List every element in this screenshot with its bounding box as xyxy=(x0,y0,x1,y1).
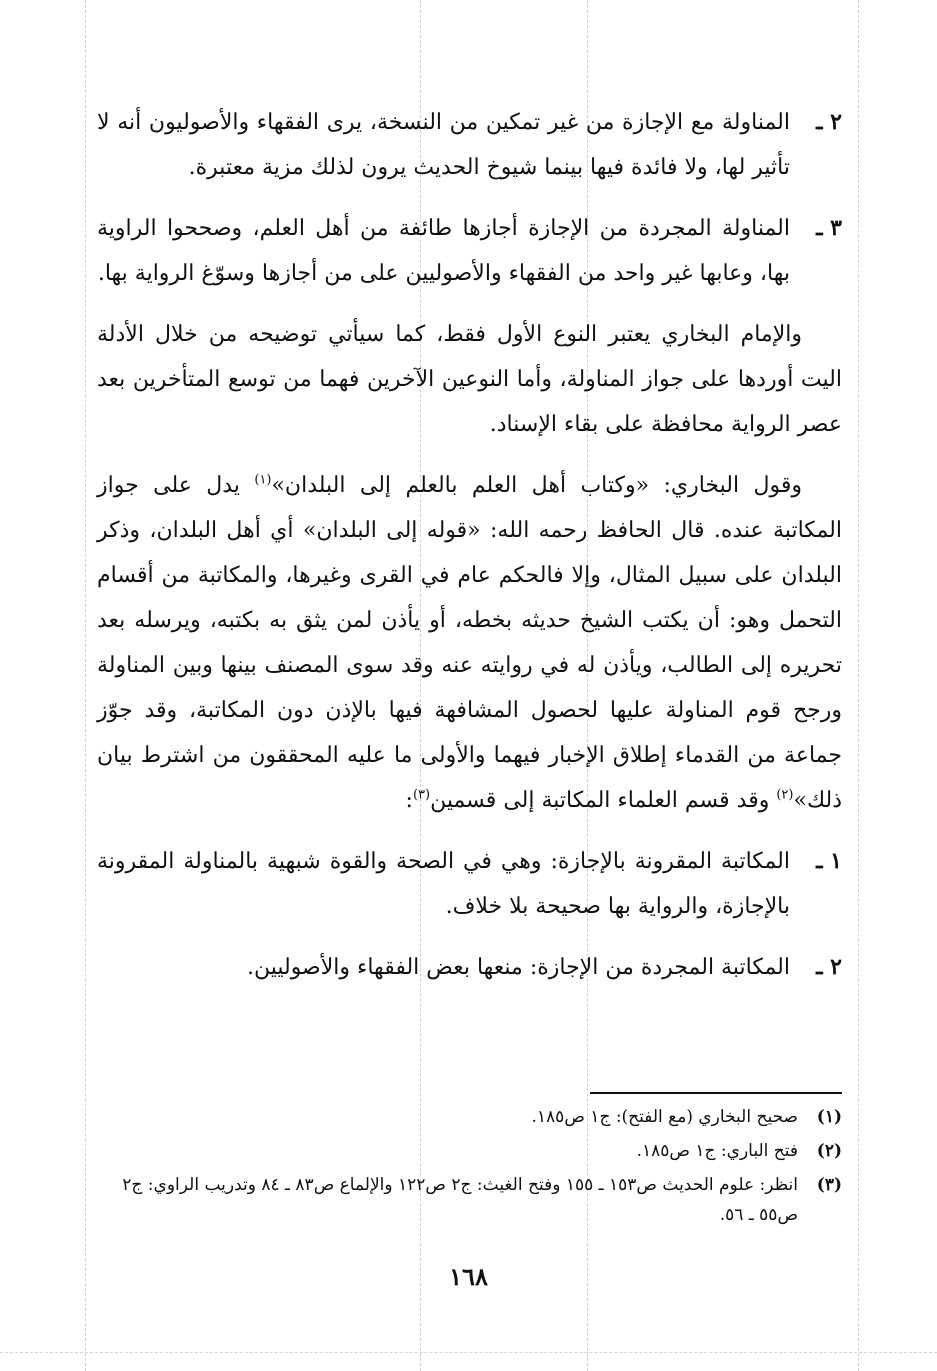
paragraph: والإمام البخاري يعتبر النوع الأول فقط، كما سيأتي توضيحه من خلال الأدلة اليت أوردها على جواز المناولة، وأما النوعين الآخرين فهما من توسع المتأخرين بعد عصر الرواية محافظة على بقاء الإسناد. xyxy=(97,322,842,437)
list-item-text: المناولة المجردة من الإجازة أجازها طائفة من أهل العلم، وصححوا الراوية بها، وعابها غير واحد من الفقهاء والأصوليين على من أجازها وسوّغ الرواية بها. xyxy=(97,216,790,286)
paragraph-text: وقد قسم العلماء المكاتبة إلى قسمين xyxy=(430,788,777,813)
footnote-number: (١) xyxy=(816,1107,842,1127)
list-item-number: ١ ـ xyxy=(816,848,842,874)
footnote-reference: (٢) xyxy=(776,787,794,803)
list-item xyxy=(97,206,842,296)
footnote-number: (٣) xyxy=(816,1175,842,1195)
scan-guide-line xyxy=(858,0,859,1371)
list-item-text: المكاتبة المجردة من الإجازة: منعها بعض الفقهاء والأصوليين. xyxy=(246,955,790,980)
scan-guide-line xyxy=(0,1352,937,1353)
footnote-reference: (٣) xyxy=(412,787,431,803)
scan-guide-line xyxy=(85,0,86,1371)
list-item xyxy=(97,100,842,190)
list-item-text: المكاتبة المقرونة بالإجازة: وهي في الصحة والقوة شبهية بالمناولة المقرونة بالإجازة، والرواية بها صحيحة بلا خلاف. xyxy=(97,849,790,919)
footnote-text: صحيح البخاري (مع الفتح): ج١ ص١٨٥. xyxy=(531,1107,798,1127)
list-item-number: ٢ ـ xyxy=(816,954,842,980)
list-item xyxy=(97,839,842,929)
main-text xyxy=(97,100,842,1006)
paragraph-text: وقول البخاري: «وكتاب أهل العلم بالعلم إلى البلدان» xyxy=(271,473,802,498)
list-item xyxy=(97,945,842,990)
footnotes xyxy=(97,1102,842,1234)
list-item-number: ٢ ـ xyxy=(816,109,842,135)
paragraph-text: : xyxy=(405,788,413,813)
footnote-text: فتح الباري: ج١ ص١٨٥. xyxy=(636,1141,798,1161)
footnote xyxy=(97,1102,842,1132)
footnote xyxy=(97,1170,842,1230)
footnote xyxy=(97,1136,842,1166)
footnote-number: (٢) xyxy=(816,1141,842,1161)
paragraph-text: يدل على جواز المكاتبة عنده. قال الحافظ رحمه الله: «قوله إلى البلدان» أي أهل البلدان، وذكر البلدان على سبيل المثال، وإلا فالحكم عام في القرى وغيرها، والمكاتبة من أقسام التحمل وهو: أن يكتب الشيخ حديثه بخطه، أو يأذن لمن يثق به بكتبه، ويرسله بعد تحريره إلى الطالب، ويأذن له في روايته عنه وقد سوى المصنف بينها وبين المناولة ورجح قوم المناولة عليها لحصول المشافهة فيها بالإذن دون المكاتبة، وقد جوّز جماعة من القدماء إطلاق الإخبار فيهما والأولى ما عليه المحققون من اشترط بيان ذلك» xyxy=(97,473,842,813)
list-item-number: ٣ ـ xyxy=(816,215,842,241)
paragraph xyxy=(97,463,842,823)
list-item-text: المناولة مع الإجازة من غير تمكين من النسخة، يرى الفقهاء والأصوليون أنه لا تأثير لها، ولا فائدة فيها بينما شيوخ الحديث يرون لذلك مزية معتبرة. xyxy=(97,110,790,180)
footnote-reference: (١) xyxy=(254,472,272,488)
footnote-divider xyxy=(590,1092,842,1094)
page-number: ١٦٨ xyxy=(449,1262,488,1291)
footnote-text: انظر: علوم الحديث ص١٥٣ ـ ١٥٥ وفتح الغيث: ج٢ ص١٢٢ والإلماع ص٨٣ ـ ٨٤ وتدريب الراوي: ج٢ ص٥٥ ـ ٥٦. xyxy=(122,1175,798,1225)
